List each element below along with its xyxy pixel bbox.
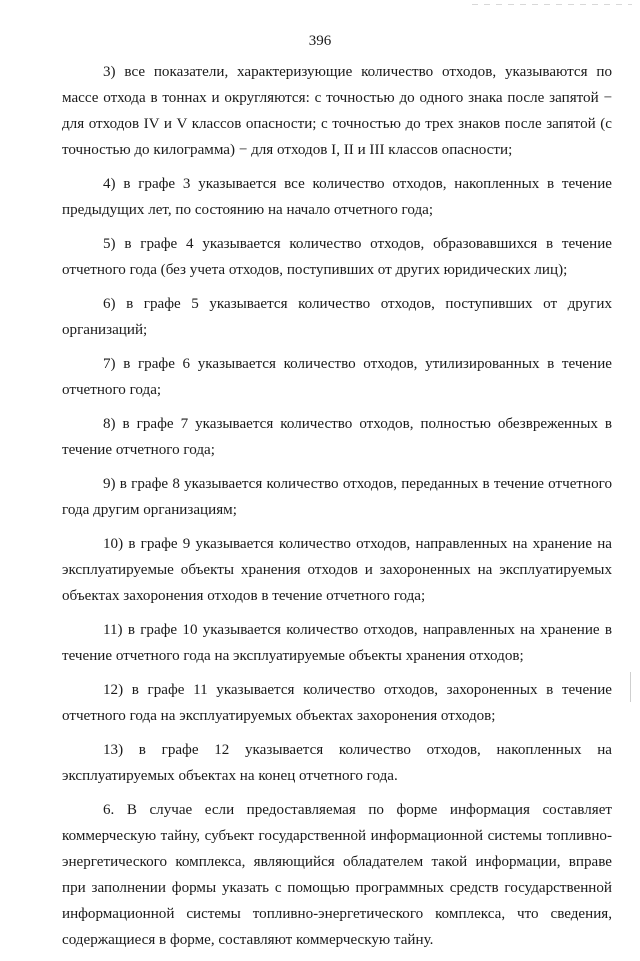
paragraph-item-10: 10) в графе 9 указывается количество отходов, направленных на хранение на эксплуатируемые объекты хранения отходов и захороненных на эксплуатируемых объектах захоронения отходов в течение отчетного года; xyxy=(62,536,612,604)
paragraph-item-3: 3) все показатели, характеризующие количество отходов, указываются по массе отхода в тоннах и округляются: с точностью до одного знака после запятой − для отходов IV и V классов опасности; с точностью до трех знаков после запятой (с точностью до килограмма) − для отходов I, II и III классов опасности; xyxy=(62,64,612,158)
scan-artifact xyxy=(472,4,632,5)
paragraph-item-11: 11) в графе 10 указывается количество отходов, направленных на хранение в течение отчетного года на эксплуатируемые объекты хранения отходов; xyxy=(62,622,612,664)
paragraph-item-12: 12) в графе 11 указывается количество отходов, захороненных в течение отчетного года на эксплуатируемых объектах захоронения отходов; xyxy=(62,682,612,724)
paragraph-item-7: 7) в графе 6 указывается количество отходов, утилизированных в течение отчетного года; xyxy=(62,356,612,398)
paragraph-item-13: 13) в графе 12 указывается количество отходов, накопленных на эксплуатируемых объектах на конец отчетного года. xyxy=(62,742,612,784)
paragraph-item-8: 8) в графе 7 указывается количество отходов, полностью обезвреженных в течение отчетного года; xyxy=(62,416,612,458)
paragraph-item-6: 6) в графе 5 указывается количество отходов, поступивших от других организаций; xyxy=(62,296,612,338)
page-number: 396 xyxy=(308,33,332,49)
document-body xyxy=(62,59,612,961)
paragraph-section-6: 6. В случае если предоставляемая по форме информация составляет коммерческую тайну, субъект государственной информационной системы топливно-энергетического комплекса, являющийся обладателем такой информации, вправе при заполнении формы указать с помощью программных средств государственной информационной системы топливно-энергетического комплекса, что сведения, содержащиеся в форме, составляют коммерческую тайну. xyxy=(62,802,612,948)
paragraph-item-9: 9) в графе 8 указывается количество отходов, переданных в течение отчетного года другим организациям; xyxy=(62,476,612,518)
scan-artifact-margin xyxy=(630,672,631,702)
paragraph-item-4: 4) в графе 3 указывается все количество отходов, накопленных в течение предыдущих лет, по состоянию на начало отчетного года; xyxy=(62,176,612,218)
paragraph-item-5: 5) в графе 4 указывается количество отходов, образовавшихся в течение отчетного года (без учета отходов, поступивших от других юридических лиц); xyxy=(62,236,612,278)
